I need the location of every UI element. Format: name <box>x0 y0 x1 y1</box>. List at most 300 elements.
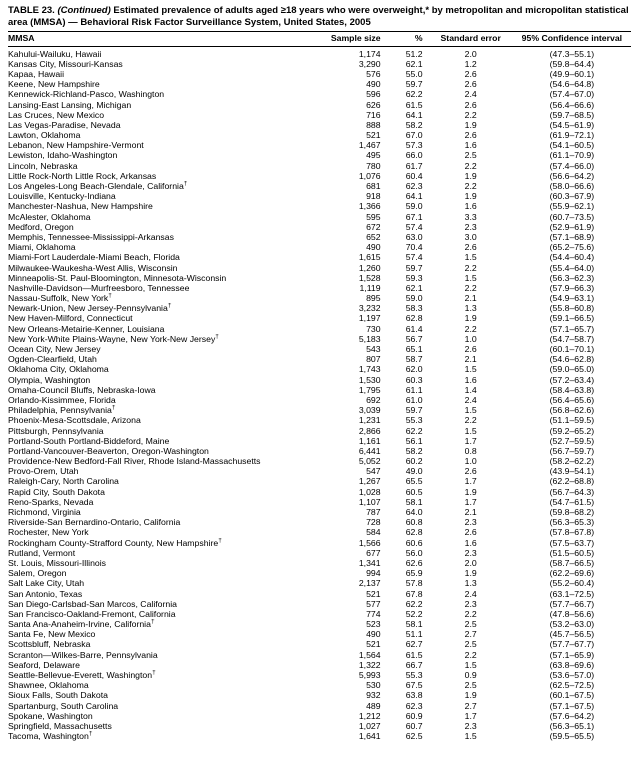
sample-size-cell: 521 <box>366 588 381 599</box>
confidence-interval-cell: (62.5–72.5) <box>549 680 595 691</box>
confidence-interval-cell: (65.2–75.6) <box>549 242 595 253</box>
percent-cell: 58.7 <box>405 354 423 365</box>
confidence-interval-cell: (58.2–62.2) <box>549 456 595 467</box>
confidence-interval-cell: (54.5–61.9) <box>549 119 595 130</box>
percent-cell: 56.7 <box>405 333 423 344</box>
sample-size-cell: 495 <box>366 150 381 161</box>
confidence-interval-cell: (53.6–57.0) <box>549 670 595 681</box>
percent-cell: 62.5 <box>405 731 423 742</box>
percent-cell: 62.1 <box>405 58 423 69</box>
standard-error-cell: 2.7 <box>464 700 477 711</box>
sample-size-cell: 1,231 <box>358 415 381 426</box>
sample-size-cell: 1,212 <box>358 710 381 721</box>
confidence-interval-cell: (57.4–67.0) <box>549 89 595 100</box>
percent-cell: 59.0 <box>405 293 423 304</box>
table-row <box>8 293 631 303</box>
confidence-interval-cell: (62.2–69.6) <box>549 568 595 579</box>
confidence-interval-cell: (54.1–60.5) <box>549 140 595 151</box>
table-row <box>8 344 631 354</box>
mmsa-cell: Kansas City, Missouri-Kansas <box>8 58 123 69</box>
table-row <box>8 201 631 211</box>
percent-cell: 62.6 <box>405 557 423 568</box>
table-row <box>8 252 631 262</box>
dagger-footnote-marker: † <box>150 619 155 626</box>
sample-size-cell: 888 <box>366 119 381 130</box>
percent-cell: 59.3 <box>405 272 423 283</box>
table-row <box>8 415 631 425</box>
mmsa-cell: Springfield, Massachusetts <box>8 720 112 731</box>
standard-error-cell: 1.9 <box>464 568 477 579</box>
standard-error-cell: 0.8 <box>464 445 477 456</box>
percent-cell: 55.3 <box>405 670 423 681</box>
table-row <box>8 558 631 568</box>
sample-size-cell: 1,174 <box>358 48 381 59</box>
sample-size-cell: 577 <box>366 598 381 609</box>
sample-size-cell: 932 <box>366 690 381 701</box>
confidence-interval-cell: (60.1–70.1) <box>549 344 595 355</box>
percent-cell: 62.2 <box>405 89 423 100</box>
mmsa-cell: St. Louis, Missouri-Illinois <box>8 557 107 568</box>
table-row <box>8 568 631 578</box>
table-row <box>8 385 631 395</box>
table-row <box>8 120 631 130</box>
percent-cell: 62.3 <box>405 181 423 192</box>
sample-size-cell: 1,028 <box>358 486 381 497</box>
confidence-interval-cell: (56.8–62.6) <box>549 405 595 416</box>
mmsa-cell: San Diego-Carlsbad-San Marcos, California <box>8 598 177 609</box>
standard-error-cell: 2.2 <box>464 649 477 660</box>
mmsa-cell: Portland-Vancouver-Beaverton, Oregon-Washington <box>8 445 209 456</box>
mmsa-cell: Lansing-East Lansing, Michigan <box>8 99 132 110</box>
percent-cell: 62.2 <box>405 598 423 609</box>
sample-size-cell: 677 <box>366 547 381 558</box>
table-row <box>8 538 631 548</box>
confidence-interval-cell: (59.7–68.5) <box>549 109 595 120</box>
standard-error-cell: 2.6 <box>464 344 477 355</box>
percent-cell: 49.0 <box>405 466 423 477</box>
standard-error-cell: 2.1 <box>464 507 477 518</box>
sample-size-cell: 1,322 <box>358 659 381 670</box>
table-row <box>8 364 631 374</box>
table-row <box>8 527 631 537</box>
standard-error-cell: 2.1 <box>464 354 477 365</box>
standard-error-cell: 2.3 <box>464 598 477 609</box>
dagger-footnote-marker: † <box>218 537 222 544</box>
standard-error-cell: 2.6 <box>464 466 477 477</box>
table-row <box>8 476 631 486</box>
confidence-interval-cell: (51.1–59.5) <box>549 415 595 426</box>
standard-error-cell: 1.2 <box>464 58 477 69</box>
standard-error-cell: 1.5 <box>464 272 477 283</box>
sample-size-cell: 6,441 <box>358 445 381 456</box>
percent-cell: 59.7 <box>405 79 423 90</box>
standard-error-cell: 2.2 <box>464 181 477 192</box>
table-row <box>8 578 631 588</box>
percent-cell: 64.1 <box>405 109 423 120</box>
standard-error-cell: 2.3 <box>464 221 477 232</box>
table-row <box>8 690 631 700</box>
sample-size-cell: 1,197 <box>358 313 381 324</box>
standard-error-cell: 2.6 <box>464 99 477 110</box>
mmsa-cell: Reno-Sparks, Nevada <box>8 496 94 507</box>
sample-size-cell: 1,107 <box>358 496 381 507</box>
mmsa-cell: Salem, Oregon <box>8 568 67 579</box>
sample-size-cell: 490 <box>366 629 381 640</box>
standard-error-cell: 1.7 <box>464 476 477 487</box>
mmsa-cell: Raleigh-Cary, North Carolina <box>8 476 119 487</box>
mmsa-cell: Tacoma, Washington† <box>8 731 93 742</box>
standard-error-cell: 1.0 <box>464 333 477 344</box>
percent-cell: 52.2 <box>405 608 423 619</box>
mmsa-cell: Scranton—Wilkes-Barre, Pennsylvania <box>8 649 158 660</box>
standard-error-cell: 2.7 <box>464 629 477 640</box>
confidence-interval-cell: (56.4–65.6) <box>549 394 595 405</box>
confidence-interval-cell: (57.1–65.9) <box>549 649 595 660</box>
confidence-interval-cell: (54.7–61.5) <box>549 496 595 507</box>
column-header-confidence-interval: 95% Confidence interval <box>513 32 631 47</box>
standard-error-cell: 2.5 <box>464 639 477 650</box>
standard-error-cell: 2.5 <box>464 619 477 630</box>
percent-cell: 58.2 <box>405 119 423 130</box>
mmsa-cell: Los Angeles-Long Beach-Glendale, California† <box>8 181 188 192</box>
table-title <box>8 5 631 28</box>
table-row <box>8 212 631 222</box>
mmsa-cell: Lawton, Oklahoma <box>8 130 81 141</box>
standard-error-cell: 3.0 <box>464 231 477 242</box>
confidence-interval-cell: (59.8–68.2) <box>549 507 595 518</box>
table-number: TABLE 23. <box>8 5 55 16</box>
standard-error-cell: 1.5 <box>464 364 477 375</box>
percent-cell: 61.4 <box>405 323 423 334</box>
mmsa-cell: Las Vegas-Paradise, Nevada <box>8 119 121 130</box>
confidence-interval-cell: (55.4–64.0) <box>549 262 595 273</box>
standard-error-cell: 1.0 <box>464 456 477 467</box>
percent-cell: 66.7 <box>405 659 423 670</box>
percent-cell: 62.2 <box>405 425 423 436</box>
standard-error-cell: 2.3 <box>464 517 477 528</box>
sample-size-cell: 774 <box>366 608 381 619</box>
percent-cell: 62.0 <box>405 364 423 375</box>
mmsa-cell: Lebanon, New Hampshire-Vermont <box>8 140 144 151</box>
standard-error-cell: 1.9 <box>464 486 477 497</box>
confidence-interval-cell: (57.2–63.4) <box>549 374 595 385</box>
table-row <box>8 79 631 89</box>
table-row <box>8 69 631 79</box>
table-row <box>8 242 631 252</box>
sample-size-cell: 716 <box>366 109 381 120</box>
mmsa-cell: Portland-South Portland-Biddeford, Maine <box>8 435 170 446</box>
percent-cell: 61.5 <box>405 649 423 660</box>
confidence-interval-cell: (59.1–66.5) <box>549 313 595 324</box>
percent-cell: 58.3 <box>405 303 423 314</box>
table-row <box>8 375 631 385</box>
dagger-footnote-marker: † <box>152 670 156 677</box>
standard-error-cell: 1.5 <box>464 425 477 436</box>
standard-error-cell: 2.2 <box>464 282 477 293</box>
sample-size-cell: 1,260 <box>358 262 381 273</box>
mmsa-cell: Spartanburg, South Carolina <box>8 700 119 711</box>
column-header-standard-error: Standard error <box>429 32 513 47</box>
percent-cell: 59.0 <box>405 201 423 212</box>
sample-size-cell: 652 <box>366 231 381 242</box>
confidence-interval-cell: (63.1–72.5) <box>549 588 595 599</box>
confidence-interval-cell: (57.1–67.5) <box>549 700 595 711</box>
confidence-interval-cell: (54.7–58.7) <box>549 333 595 344</box>
percent-cell: 51.2 <box>405 48 423 59</box>
sample-size-cell: 1,641 <box>358 731 381 742</box>
confidence-interval-cell: (60.7–73.5) <box>549 211 595 222</box>
standard-error-cell: 1.3 <box>464 303 477 314</box>
standard-error-cell: 2.0 <box>464 557 477 568</box>
table-row <box>8 405 631 415</box>
percent-cell: 61.5 <box>405 99 423 110</box>
table-row <box>8 680 631 690</box>
standard-error-cell: 2.5 <box>464 680 477 691</box>
sample-size-cell: 681 <box>366 181 381 192</box>
standard-error-cell: 2.2 <box>464 109 477 120</box>
confidence-interval-cell: (56.7–59.7) <box>549 445 595 456</box>
standard-error-cell: 2.3 <box>464 720 477 731</box>
confidence-interval-cell: (55.2–60.4) <box>549 578 595 589</box>
confidence-interval-cell: (57.1–65.7) <box>549 323 595 334</box>
confidence-interval-cell: (43.9–54.1) <box>549 466 595 477</box>
mmsa-cell: Seattle-Bellevue-Everett, Washington† <box>8 670 156 681</box>
table-row <box>8 313 631 323</box>
standard-error-cell: 1.4 <box>464 384 477 395</box>
sample-size-cell: 547 <box>366 466 381 477</box>
mmsa-cell: Shawnee, Oklahoma <box>8 680 89 691</box>
sample-size-cell: 3,039 <box>358 405 381 416</box>
confidence-interval-cell: (47.8–56.6) <box>549 608 595 619</box>
confidence-interval-cell: (55.9–62.1) <box>549 201 595 212</box>
table-row <box>8 629 631 639</box>
confidence-interval-cell: (51.5–60.5) <box>549 547 595 558</box>
standard-error-cell: 2.2 <box>464 323 477 334</box>
mmsa-cell: Pittsburgh, Pennsylvania <box>8 425 104 436</box>
table-title-text: Estimated prevalence of adults aged ≥18 years who were overweight,* by metropolitan and micropolitan statistical area (MMSA) — Behavioral Risk Factor Surveillance System, United States, 2005 <box>8 5 629 28</box>
confidence-interval-cell: (56.7–64.3) <box>549 486 595 497</box>
confidence-interval-cell: (54.6–62.8) <box>549 354 595 365</box>
standard-error-cell: 2.2 <box>464 608 477 619</box>
sample-size-cell: 2,866 <box>358 425 381 436</box>
mmsa-cell: Kapaa, Hawaii <box>8 68 65 79</box>
confidence-interval-cell: (60.1–67.5) <box>549 690 595 701</box>
confidence-interval-cell: (56.4–66.6) <box>549 99 595 110</box>
standard-error-cell: 1.6 <box>464 537 477 548</box>
dagger-footnote-marker: † <box>88 731 93 738</box>
table-body <box>8 46 631 741</box>
mmsa-cell: Phoenix-Mesa-Scottsdale, Arizona <box>8 415 141 426</box>
percent-cell: 62.8 <box>405 313 423 324</box>
mmsa-cell: Ogden-Clearfield, Utah <box>8 354 97 365</box>
table-row <box>8 456 631 466</box>
standard-error-cell: 2.0 <box>464 48 477 59</box>
percent-cell: 67.8 <box>405 588 423 599</box>
confidence-interval-cell: (47.3–55.1) <box>549 48 595 59</box>
sample-size-cell: 490 <box>366 79 381 90</box>
mmsa-cell: Memphis, Tennessee-Mississippi-Arkansas <box>8 231 174 242</box>
table-row <box>8 110 631 120</box>
mmsa-cell: Little Rock-North Little Rock, Arkansas <box>8 170 157 181</box>
sample-size-cell: 728 <box>366 517 381 528</box>
sample-size-cell: 5,183 <box>358 333 381 344</box>
mmsa-cell: Provo-Orem, Utah <box>8 466 79 477</box>
sample-size-cell: 730 <box>366 323 381 334</box>
mmsa-cell: New Orleans-Metairie-Kenner, Louisiana <box>8 323 165 334</box>
percent-cell: 62.8 <box>405 527 423 538</box>
standard-error-cell: 2.6 <box>464 130 477 141</box>
percent-cell: 63.0 <box>405 231 423 242</box>
mmsa-cell: New York-White Plains-Wayne, New York-New Jersey† <box>8 333 219 344</box>
standard-error-cell: 1.9 <box>464 170 477 181</box>
mmsa-cell: Lincoln, Nebraska <box>8 160 78 171</box>
table-row <box>8 334 631 344</box>
table-row <box>8 548 631 558</box>
standard-error-cell: 1.9 <box>464 313 477 324</box>
confidence-interval-cell: (62.2–68.8) <box>549 476 595 487</box>
standard-error-cell: 1.9 <box>464 690 477 701</box>
sample-size-cell: 1,564 <box>358 649 381 660</box>
sample-size-cell: 584 <box>366 527 381 538</box>
table-row <box>8 395 631 405</box>
sample-size-cell: 787 <box>366 507 381 518</box>
sample-size-cell: 1,161 <box>358 435 381 446</box>
table-row <box>8 354 631 364</box>
table-row <box>8 273 631 283</box>
mmsa-cell: Rochester, New York <box>8 527 89 538</box>
mmsa-cell: Miami, Oklahoma <box>8 242 76 253</box>
sample-size-cell: 576 <box>366 68 381 79</box>
percent-cell: 59.7 <box>405 262 423 273</box>
confidence-interval-cell: (57.1–68.9) <box>549 231 595 242</box>
sample-size-cell: 530 <box>366 680 381 691</box>
standard-error-cell: 1.5 <box>464 252 477 263</box>
percent-cell: 67.1 <box>405 211 423 222</box>
standard-error-cell: 2.6 <box>464 79 477 90</box>
confidence-interval-cell: (56.3–62.3) <box>549 272 595 283</box>
standard-error-cell: 2.6 <box>464 68 477 79</box>
standard-error-cell: 2.2 <box>464 415 477 426</box>
percent-cell: 60.3 <box>405 374 423 385</box>
table-row <box>8 507 631 517</box>
mmsa-cell: Keene, New Hampshire <box>8 79 100 90</box>
standard-error-cell: 2.5 <box>464 150 477 161</box>
sample-size-cell: 490 <box>366 242 381 253</box>
percent-cell: 65.9 <box>405 568 423 579</box>
percent-cell: 67.0 <box>405 130 423 141</box>
standard-error-cell: 2.4 <box>464 394 477 405</box>
table-row <box>8 426 631 436</box>
sample-size-cell: 1,530 <box>358 374 381 385</box>
standard-error-cell: 1.7 <box>464 435 477 446</box>
confidence-interval-cell: (58.0–66.6) <box>549 181 595 192</box>
standard-error-cell: 1.6 <box>464 201 477 212</box>
mmsa-cell: Miami-Fort Lauderdale-Miami Beach, Florida <box>8 252 180 263</box>
confidence-interval-cell: (56.3–65.3) <box>549 517 595 528</box>
standard-error-cell: 1.9 <box>464 119 477 130</box>
percent-cell: 65.1 <box>405 344 423 355</box>
sample-size-cell: 895 <box>366 293 381 304</box>
table-row <box>8 263 631 273</box>
confidence-interval-cell: (57.6–64.2) <box>549 710 595 721</box>
percent-cell: 60.6 <box>405 537 423 548</box>
mmsa-cell: Orlando-Kissimmee, Florida <box>8 394 116 405</box>
sample-size-cell: 780 <box>366 160 381 171</box>
mmsa-cell: Rapid City, South Dakota <box>8 486 105 497</box>
table-row <box>8 721 631 731</box>
confidence-interval-cell: (61.9–72.1) <box>549 130 595 141</box>
percent-cell: 67.5 <box>405 680 423 691</box>
confidence-interval-cell: (59.5–65.5) <box>549 731 595 742</box>
percent-cell: 64.1 <box>405 191 423 202</box>
confidence-interval-cell: (54.9–63.1) <box>549 293 595 304</box>
mmsa-cell: San Antonio, Texas <box>8 588 83 599</box>
table-row <box>8 619 631 629</box>
table-row <box>8 232 631 242</box>
mmsa-cell: Las Cruces, New Mexico <box>8 109 105 120</box>
table-row <box>8 731 631 741</box>
sample-size-cell: 595 <box>366 211 381 222</box>
standard-error-cell: 1.7 <box>464 496 477 507</box>
sample-size-cell: 692 <box>366 394 381 405</box>
percent-cell: 55.3 <box>405 415 423 426</box>
standard-error-cell: 1.6 <box>464 374 477 385</box>
column-header-mmsa: MMSA <box>8 32 327 47</box>
table-row <box>8 130 631 140</box>
percent-cell: 64.0 <box>405 507 423 518</box>
table-row <box>8 46 631 59</box>
mmsa-cell: Kahului-Wailuku, Hawaii <box>8 48 102 59</box>
table-row <box>8 181 631 191</box>
sample-size-cell: 5,993 <box>358 670 381 681</box>
confidence-interval-cell: (54.6–64.8) <box>549 79 595 90</box>
confidence-interval-cell: (59.8–64.4) <box>549 58 595 69</box>
confidence-interval-cell: (59.0–65.0) <box>549 364 595 375</box>
mmsa-cell: Spokane, Washington <box>8 710 93 721</box>
mmsa-cell: Olympia, Washington <box>8 374 91 385</box>
sample-size-cell: 1,366 <box>358 201 381 212</box>
sample-size-cell: 523 <box>366 619 381 630</box>
standard-error-cell: 2.6 <box>464 242 477 253</box>
table-row <box>8 517 631 527</box>
sample-size-cell: 626 <box>366 99 381 110</box>
percent-cell: 57.4 <box>405 221 423 232</box>
percent-cell: 62.7 <box>405 639 423 650</box>
percent-cell: 58.1 <box>405 496 423 507</box>
percent-cell: 61.1 <box>405 384 423 395</box>
confidence-interval-cell: (56.3–65.1) <box>549 720 595 731</box>
mmsa-cell: Oklahoma City, Oklahoma <box>8 364 109 375</box>
table-header <box>8 32 631 47</box>
sample-size-cell: 1,615 <box>358 252 381 263</box>
standard-error-cell: 1.6 <box>464 140 477 151</box>
standard-error-cell: 1.5 <box>464 659 477 670</box>
table-row <box>8 191 631 201</box>
standard-error-cell: 1.3 <box>464 578 477 589</box>
percent-cell: 51.1 <box>405 629 423 640</box>
dagger-footnote-marker: † <box>167 303 172 310</box>
sample-size-cell: 1,566 <box>358 537 381 548</box>
confidence-interval-cell: (52.7–59.5) <box>549 435 595 446</box>
mmsa-cell: Seaford, Delaware <box>8 659 80 670</box>
percent-cell: 66.0 <box>405 150 423 161</box>
mmsa-cell: Newark-Union, New Jersey-Pennsylvania† <box>8 303 172 314</box>
percent-cell: 58.2 <box>405 445 423 456</box>
sample-size-cell: 3,232 <box>358 303 381 314</box>
percent-cell: 61.7 <box>405 160 423 171</box>
table-row <box>8 446 631 456</box>
table-row <box>8 161 631 171</box>
